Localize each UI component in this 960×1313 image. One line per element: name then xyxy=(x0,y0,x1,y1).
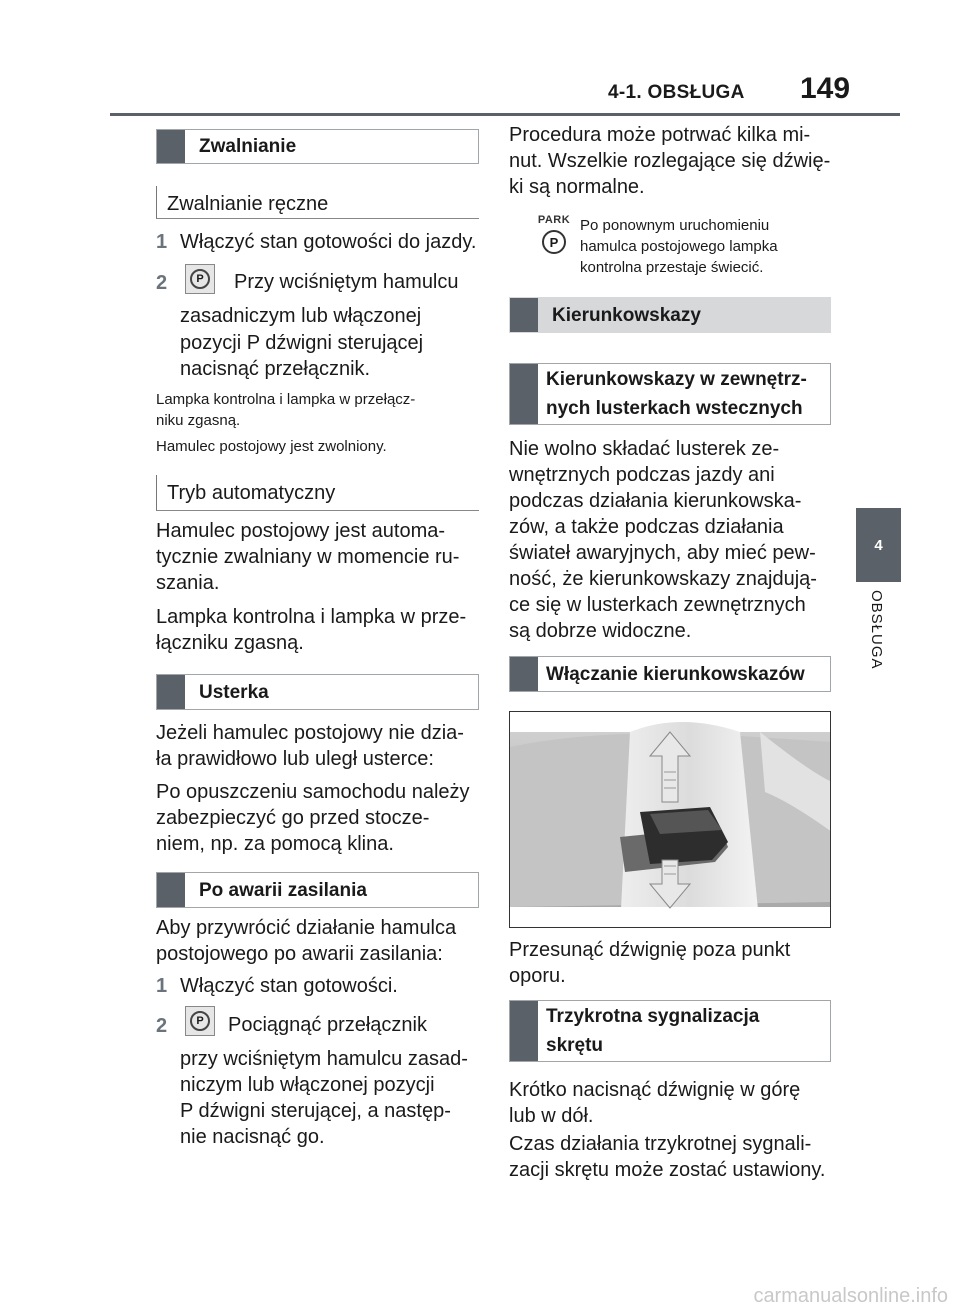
park-icon-label: PARK xyxy=(537,214,571,226)
step-text: Włączyć stan gotowości. xyxy=(180,975,398,997)
chapter-label: OBSŁUGA xyxy=(868,590,885,670)
step-text: Przy wciśniętym hamulcu xyxy=(234,271,459,293)
note-text: hamulca postojowego lampka xyxy=(580,238,778,255)
section-title: nych lusterkach wstecznych xyxy=(546,398,803,419)
paragraph: Lampka kontrolna i lampka w prze- xyxy=(156,606,467,628)
paragraph: ła prawidłowo lub uległ usterce: xyxy=(156,748,434,770)
step-text: przy wciśniętym hamulcu zasad- xyxy=(180,1048,468,1070)
paragraph: Krótko nacisnąć dźwignię w górę xyxy=(509,1079,801,1101)
note-text: Hamulec postojowy jest zwolniony. xyxy=(156,438,387,455)
section-title: Kierunkowskazy w zewnętrz- xyxy=(546,369,807,390)
section-title: Zwalnianie xyxy=(199,136,297,157)
note-text: Lampka kontrolna i lampka w przełącz- xyxy=(156,391,416,408)
chapter-tab[interactable] xyxy=(856,508,901,582)
park-warning-icon: PARK P xyxy=(537,214,571,276)
section-kierunkowskazy xyxy=(509,297,831,333)
parking-brake-button-icon: P xyxy=(185,1006,215,1036)
paragraph: oporu. xyxy=(509,965,566,987)
paragraph: Nie wolno składać lusterek ze- xyxy=(509,438,780,460)
section-title: Kierunkowskazy xyxy=(552,304,701,326)
paragraph: zabezpieczyć go przed stocze- xyxy=(156,807,430,829)
step-text: niczym lub włączonej pozycji xyxy=(180,1074,435,1096)
section-header: 4-1. OBSŁUGA xyxy=(608,82,745,103)
paragraph: łączniku zgasną. xyxy=(156,632,304,654)
subheading-auto: Tryb automatyczny xyxy=(156,475,479,511)
paragraph: tycznie zwalniany w momencie ru- xyxy=(156,546,460,568)
step-number: 2 xyxy=(156,272,168,294)
section-wlaczanie xyxy=(509,656,831,692)
step-number: 1 xyxy=(156,231,168,253)
turn-signal-lever-illustration xyxy=(509,711,831,928)
section-title: Usterka xyxy=(199,681,269,703)
paragraph: wnętrznych podczas jazdy ani xyxy=(509,464,775,486)
watermark: carmanualsonline.info xyxy=(753,1285,948,1307)
section-trzykrotna xyxy=(509,1000,831,1062)
parking-brake-button-icon: P xyxy=(185,264,215,294)
section-title: Trzykrotna sygnalizacja xyxy=(546,1006,760,1027)
paragraph: nut. Wszelkie rozlegające się dźwię- xyxy=(509,150,831,172)
paragraph: ce się w lusterkach zewnętrznych xyxy=(509,594,806,616)
step-number: 1 xyxy=(156,975,168,997)
step-text: pozycji P dźwigni sterującej xyxy=(180,332,424,354)
paragraph: ki są normalne. xyxy=(509,176,645,198)
paragraph: są dobrze widoczne. xyxy=(509,620,692,642)
paragraph: Przesunąć dźwignię poza punkt xyxy=(509,939,791,961)
paragraph: świateł awaryjnych, aby mieć pew- xyxy=(509,542,816,564)
step-text: Włączyć stan gotowości do jazdy. xyxy=(180,231,477,253)
paragraph: niem, np. za pomocą klina. xyxy=(156,833,394,855)
note-text: niku zgasną. xyxy=(156,412,241,429)
paragraph: Po opuszczeniu samochodu należy xyxy=(156,781,470,803)
paragraph: szania. xyxy=(156,572,220,594)
step-text: P dźwigni sterującej, a następ- xyxy=(180,1100,451,1122)
step-number: 2 xyxy=(156,1015,168,1037)
paragraph: lub w dół. xyxy=(509,1105,594,1127)
section-title: Włączanie kierunkowskazów xyxy=(546,663,805,685)
step-text: nacisnąć przełącznik. xyxy=(180,358,371,380)
chapter-number: 4 xyxy=(874,536,883,554)
section-title: skrętu xyxy=(546,1035,604,1056)
paragraph: Jeżeli hamulec postojowy nie dzia- xyxy=(156,722,464,744)
section-po-awarii xyxy=(156,872,479,908)
section-usterka xyxy=(156,674,479,710)
paragraph: zacji skrętu może zostać ustawiony. xyxy=(509,1159,826,1181)
subheading-manual: Zwalnianie ręczne xyxy=(156,186,479,219)
paragraph: podczas działania kierunkowska- xyxy=(509,490,802,512)
section-kierunkowskazy-lusterka xyxy=(509,363,831,425)
section-zwalnianie xyxy=(156,129,479,164)
paragraph: Czas działania trzykrotnej sygnali- xyxy=(509,1133,812,1155)
note-text: Po ponownym uruchomieniu xyxy=(580,217,770,234)
paragraph: ność, że kierunkowskazy znajdują- xyxy=(509,568,817,590)
step-text: nie nacisnąć go. xyxy=(180,1126,325,1148)
note-text: kontrolna przestaje świecić. xyxy=(580,259,764,276)
header-divider xyxy=(110,113,900,116)
paragraph: Procedura może potrwać kilka mi- xyxy=(509,124,811,146)
step-text: Pociągnąć przełącznik xyxy=(228,1014,427,1036)
section-title: Po awarii zasilania xyxy=(199,879,367,901)
paragraph: Aby przywrócić działanie hamulca xyxy=(156,917,457,939)
paragraph: Hamulec postojowy jest automa- xyxy=(156,520,446,542)
paragraph: zów, a także podczas działania xyxy=(509,516,784,538)
step-text: zasadniczym lub włączonej xyxy=(180,305,422,327)
paragraph: postojowego po awarii zasilania: xyxy=(156,943,443,965)
page-number: 149 xyxy=(800,72,851,105)
